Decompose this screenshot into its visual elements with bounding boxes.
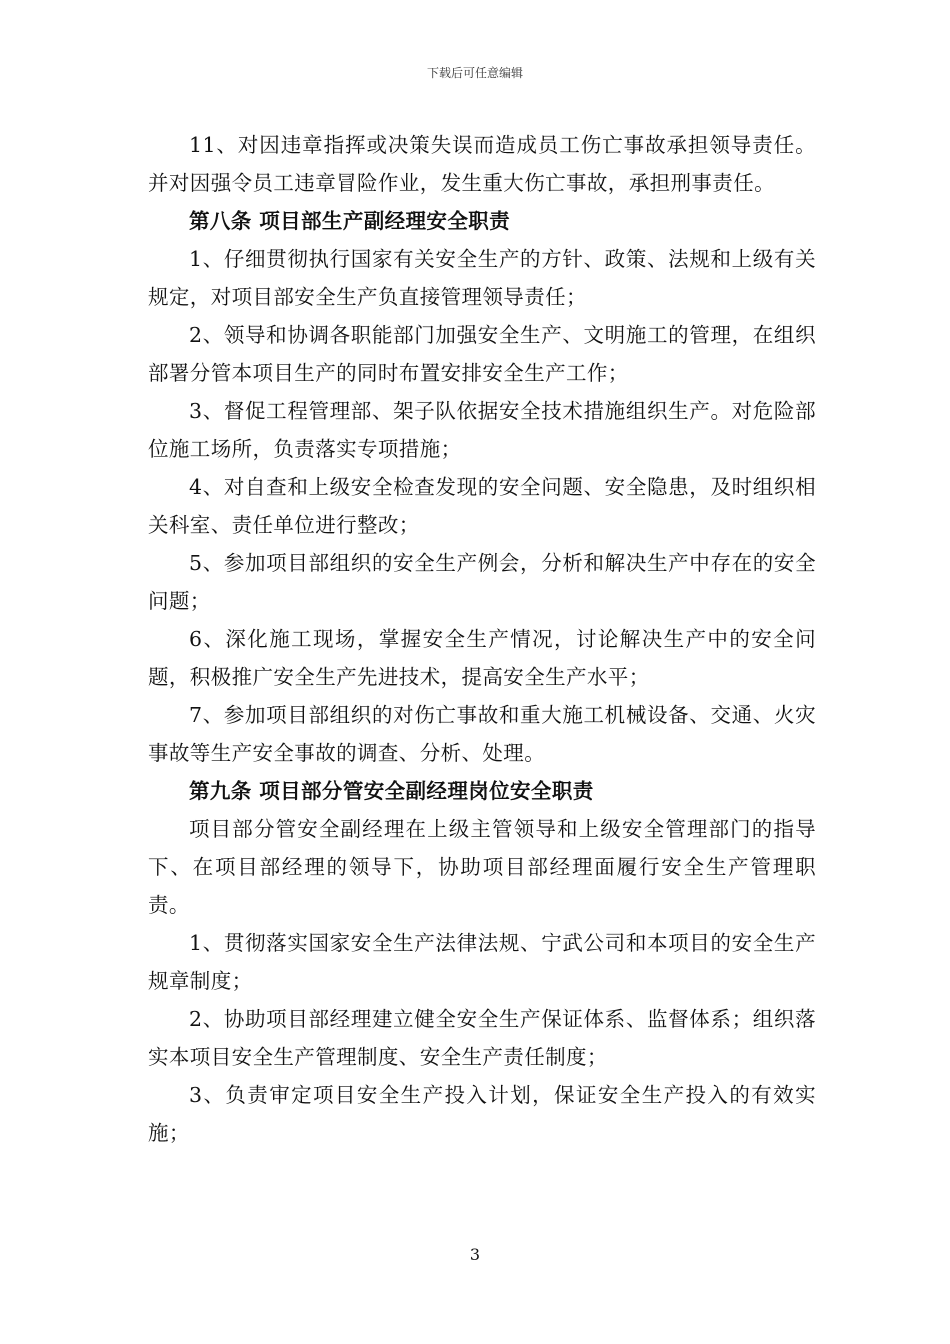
paragraph-item: 4、对自查和上级安全检查发现的安全问题、安全隐患，及时组织相关科室、责任单位进行整改； [148, 475, 816, 537]
paragraph-item: 6、深化施工现场，掌握安全生产情况，讨论解决生产中的安全问题，积极推广安全生产先进技术，提高安全生产水平； [148, 627, 816, 689]
paragraph-item: 3、督促工程管理部、架子队依据安全技术措施组织生产。对危险部位施工场所，负责落实专项措施； [148, 399, 816, 461]
paragraph-item: 3、负责审定项目安全生产投入计划，保证安全生产投入的有效实施； [148, 1083, 816, 1145]
paragraph-clause-11: 11、对因违章指挥或决策失误而造成员工伤亡事故承担领导责任。并对因强令员工违章冒险作业，发生重大伤亡事故，承担刑事责任。 [148, 133, 816, 195]
article-8-heading: 第八条 项目部生产副经理安全职责 [189, 209, 511, 233]
paragraph-item: 7、参加项目部组织的对伤亡事故和重大施工机械设备、交通、火灾事故等生产安全事故的调查、分析、处理。 [148, 703, 816, 765]
paragraph-intro: 项目部分管安全副经理在上级主管领导和上级安全管理部门的指导下、在项目部经理的领导下，协助项目部经理面履行安全生产管理职责。 [148, 817, 816, 917]
document-body [148, 126, 816, 1152]
paragraph-item: 1、仔细贯彻执行国家有关安全生产的方针、政策、法规和上级有关规定，对项目部安全生产负直接管理领导责任； [148, 247, 816, 309]
paragraph-item: 2、协助项目部经理建立健全安全生产保证体系、监督体系；组织落实本项目安全生产管理制度、安全生产责任制度； [148, 1007, 816, 1069]
paragraph-item: 2、领导和协调各职能部门加强安全生产、文明施工的管理，在组织部署分管本项目生产的同时布置安排安全生产工作； [148, 323, 816, 385]
article-9-heading: 第九条 项目部分管安全副经理岗位安全职责 [189, 779, 594, 803]
paragraph-item: 5、参加项目部组织的安全生产例会，分析和解决生产中存在的安全问题； [148, 551, 816, 613]
page-number: 3 [469, 1245, 481, 1264]
paragraph-item: 1、贯彻落实国家安全生产法律法规、宁武公司和本项目的安全生产规章制度； [148, 931, 816, 993]
page-header-note: 下载后可任意编辑 [426, 66, 523, 80]
